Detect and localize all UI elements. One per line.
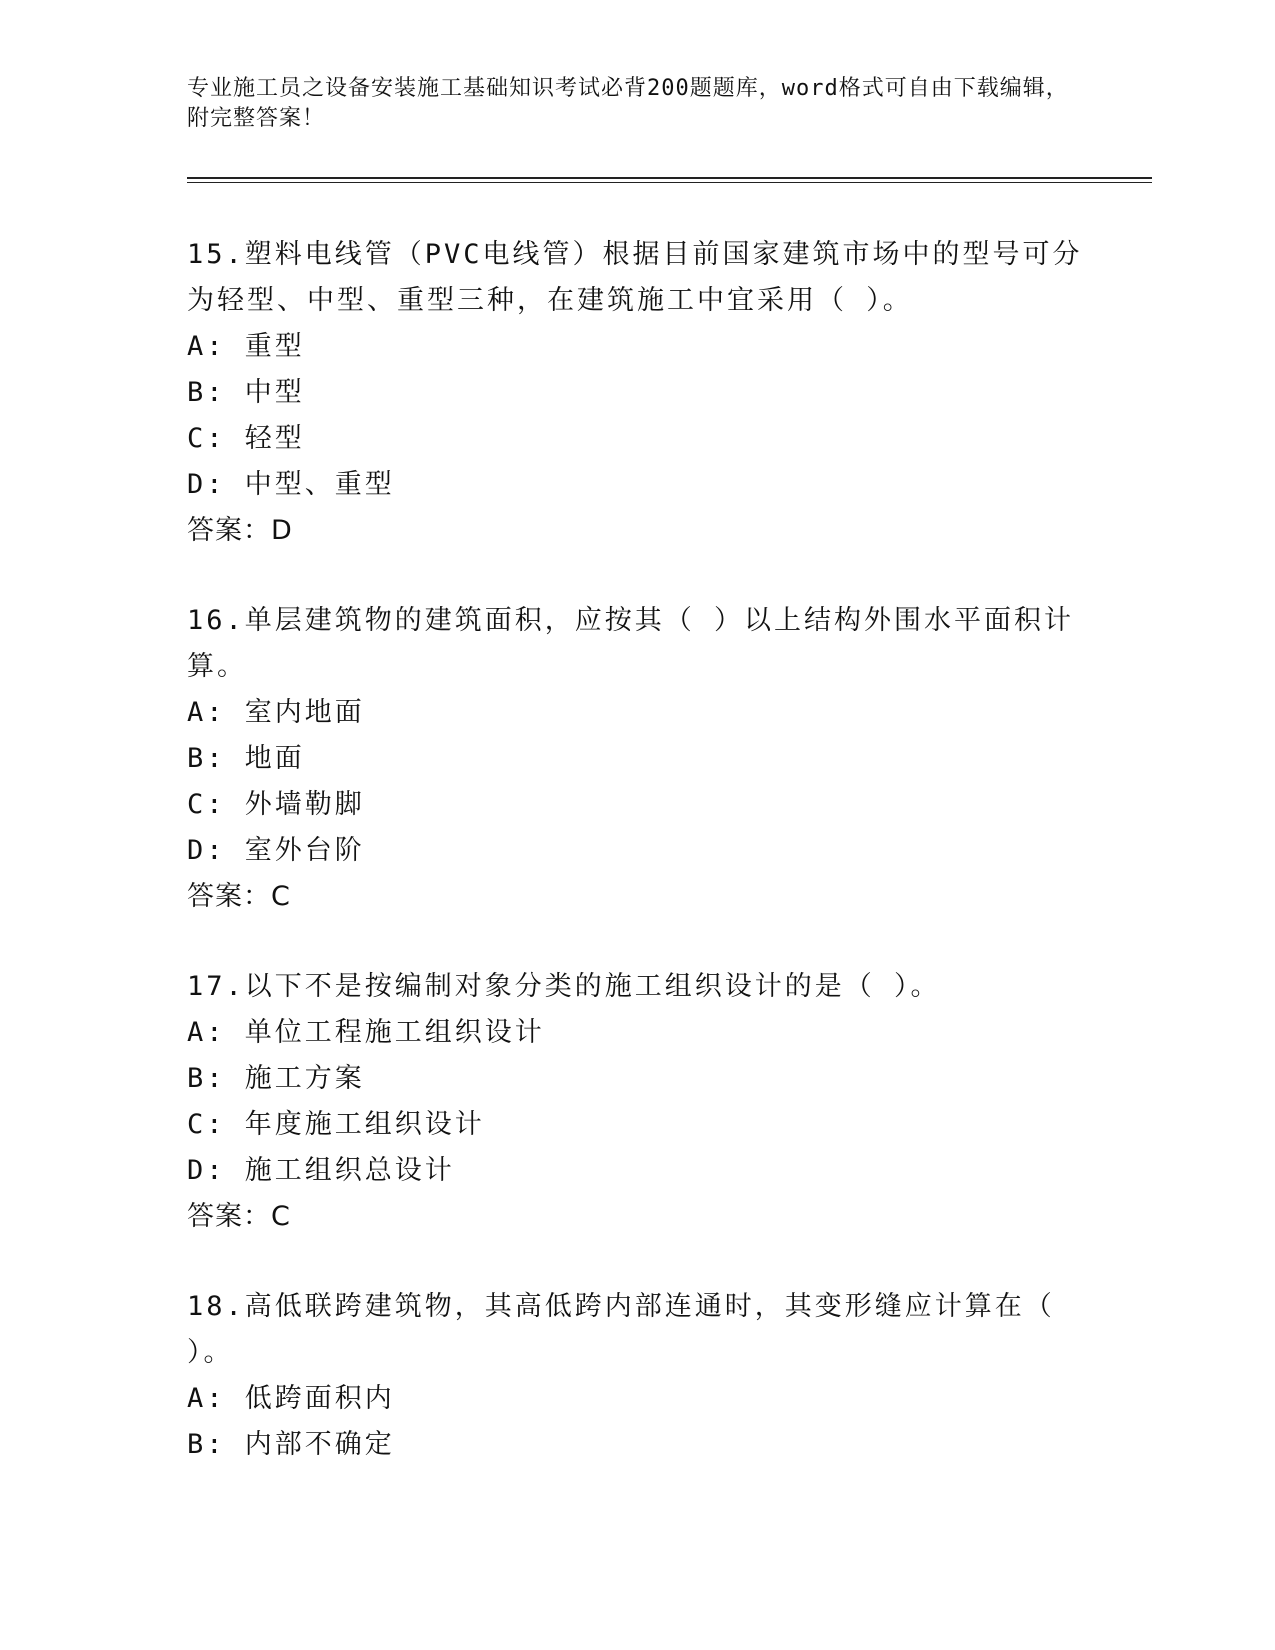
- question-list: [187, 232, 1087, 1512]
- answer: 答案：D: [187, 515, 293, 546]
- option-a: A: 低跨面积内: [187, 1383, 395, 1414]
- answer: 答案：C: [187, 1201, 291, 1232]
- option-d: D: 施工组织总设计: [187, 1155, 455, 1186]
- question-text: 16.单层建筑物的建筑面积，应按其（ ）以上结构外围水平面积计算。: [187, 605, 1075, 682]
- question-17: [187, 964, 1087, 1240]
- header-divider-thin: [187, 182, 1152, 183]
- option-c: C: 年度施工组织设计: [187, 1109, 485, 1140]
- option-b: B: 中型: [187, 377, 305, 408]
- option-a: A: 室内地面: [187, 697, 365, 728]
- question-text: 17.以下不是按编制对象分类的施工组织设计的是（ ）。: [187, 971, 941, 1002]
- question-15: [187, 232, 1087, 554]
- option-c: C: 外墙勒脚: [187, 789, 365, 820]
- option-a: A: 重型: [187, 331, 305, 362]
- header-divider-thick: [187, 177, 1152, 179]
- option-b: B: 地面: [187, 743, 305, 774]
- question-18: [187, 1284, 1087, 1468]
- question-text: 15.塑料电线管（PVC电线管）根据目前国家建筑市场中的型号可分为轻型、中型、重型三种，在建筑施工中宜采用（ ）。: [187, 239, 1083, 316]
- question-text: 18.高低联跨建筑物，其高低跨内部连通时，其变形缝应计算在（ ）。: [187, 1291, 1055, 1368]
- document-header: 专业施工员之设备安装施工基础知识考试必背200题题库，word格式可自由下载编辑，附完整答案！: [187, 76, 1069, 131]
- option-b: B: 内部不确定: [187, 1429, 395, 1460]
- option-d: D: 中型、重型: [187, 469, 395, 500]
- option-c: C: 轻型: [187, 423, 305, 454]
- answer: 答案：C: [187, 881, 291, 912]
- question-16: [187, 598, 1087, 920]
- option-a: A: 单位工程施工组织设计: [187, 1017, 545, 1048]
- option-d: D: 室外台阶: [187, 835, 365, 866]
- option-b: B: 施工方案: [187, 1063, 365, 1094]
